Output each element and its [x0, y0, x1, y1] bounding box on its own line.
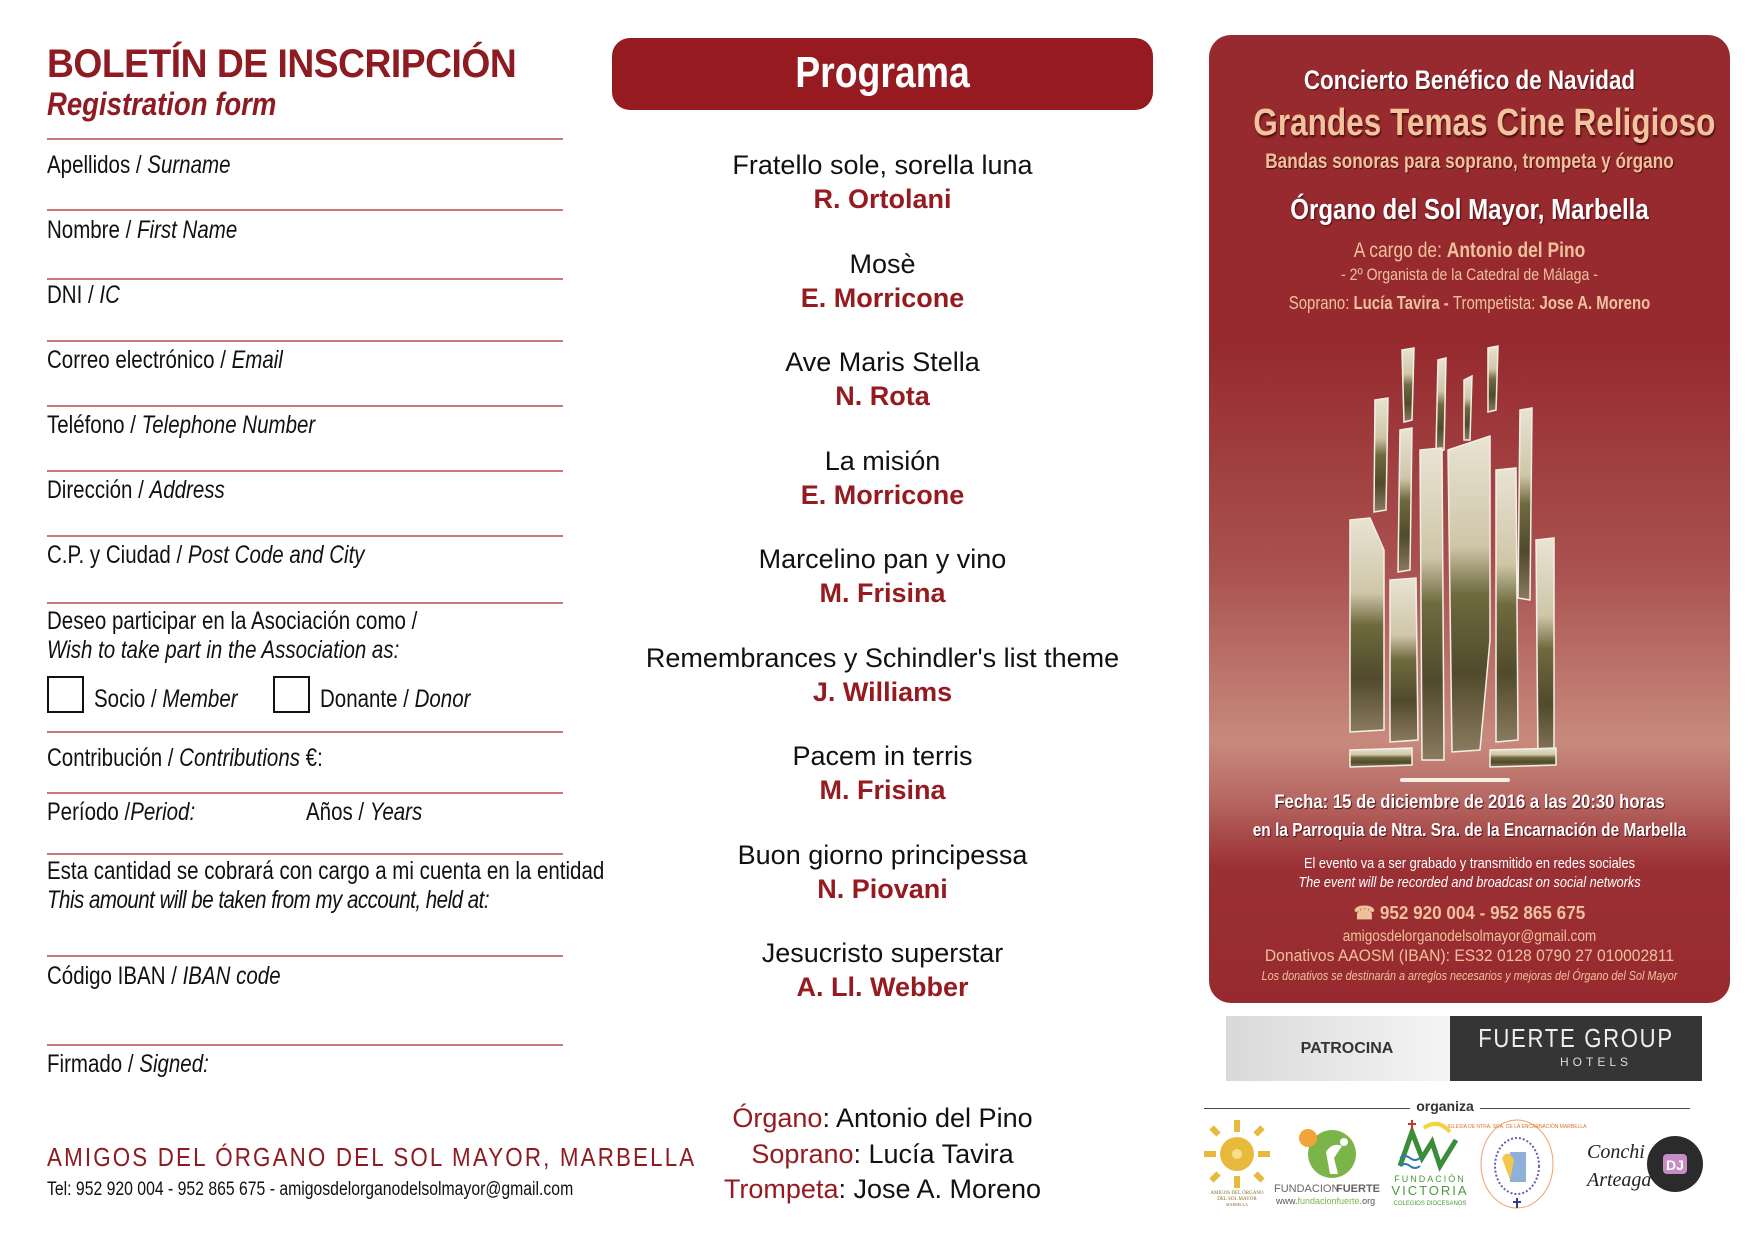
signed-label-es: Firmado /: [47, 1050, 140, 1078]
performer-name: : Lucía Tavira: [853, 1139, 1014, 1169]
soprano-name: Lucía Tavira: [1353, 293, 1440, 313]
separator: -: [1439, 293, 1453, 313]
program-item-title: Mosè: [849, 248, 916, 279]
logo-text: AMIGOS DEL ÓRGANO: [1210, 1191, 1264, 1196]
member-label-es: Socio /: [94, 685, 163, 713]
performer-trumpet: [612, 1172, 1153, 1207]
event-subtitle: Bandas sonoras para soprano, trompeta y órgano: [1265, 150, 1674, 173]
surname-label-en: Surname: [147, 151, 231, 179]
logo-text: www.: [1276, 1196, 1298, 1206]
association-name: AMIGOS DEL ÓRGANO DEL SOL MAYOR, MARBELLA: [47, 1142, 697, 1172]
performer-name: : Jose A. Moreno: [838, 1174, 1042, 1204]
years-label-en: Years: [369, 798, 423, 826]
divider: [47, 278, 563, 280]
program-title: Programa: [795, 48, 970, 97]
soprano-label: Soprano:: [1288, 293, 1354, 313]
phone-field[interactable]: [47, 411, 315, 440]
pipe-shape: [1536, 538, 1554, 760]
id-field[interactable]: [47, 281, 120, 310]
pipe-shape: [1464, 376, 1472, 440]
email-label-es: Correo electrónico /: [47, 346, 232, 374]
logo-text: FUNDACIÓN: [1394, 1174, 1466, 1184]
donor-checkbox[interactable]: [273, 676, 310, 713]
pipe-shape: [1496, 468, 1518, 742]
pipe-shape: [1436, 358, 1446, 452]
program-item-title: Buon giorno principessa: [737, 839, 1028, 870]
program-item-composer: N. Rota: [835, 381, 930, 411]
logo-text: VICTORIA: [1391, 1183, 1469, 1198]
program-item-title: Fratello sole, sorella luna: [732, 150, 1033, 180]
program-item-title: La misión: [824, 445, 941, 476]
performer-role: Soprano: [751, 1139, 854, 1169]
event-date: Fecha: 15 de diciembre de 2016 a las 20:30 horas: [1274, 792, 1665, 813]
logo-text: Arteaga: [1587, 1169, 1652, 1191]
phone-label-es: Teléfono /: [47, 411, 142, 439]
pipe-shape: [1374, 398, 1388, 512]
phone-icon: ☎: [1353, 903, 1376, 923]
period-label-es: Período /: [47, 798, 131, 826]
id-label-es: DNI /: [47, 281, 100, 309]
logo-text: MARBELLA: [1226, 1202, 1248, 1207]
organ-altar-image: [1340, 340, 1564, 790]
logo-text: .org: [1359, 1196, 1376, 1206]
program-item-composer: M. Frisina: [819, 775, 946, 805]
postcode-city-field[interactable]: [47, 541, 365, 570]
logo-fundacion-fuerte: [1272, 1118, 1382, 1210]
program-item-title: Marcelino pan y vino: [758, 544, 1007, 574]
divider: [47, 340, 563, 342]
pipe-shape: [1448, 436, 1490, 752]
period-label-en: Period:: [130, 798, 196, 826]
address-field[interactable]: [47, 476, 225, 505]
program-item-title: Jesucristo superstar: [761, 938, 1004, 968]
svg-text:www.fundacionfuerte.org: [1275, 1196, 1375, 1206]
program-item: [612, 345, 1153, 413]
divider: [47, 792, 563, 794]
euro-label: €:: [299, 744, 323, 772]
surname-label-es: Apellidos /: [47, 151, 148, 179]
postcode-label-en: Post Code and City: [187, 541, 365, 569]
pipe-shape: [1398, 428, 1412, 572]
program-item-composer: R. Ortolani: [813, 184, 952, 214]
first-name-label-es: Nombre /: [47, 216, 138, 244]
member-option-label: [94, 685, 238, 714]
program-item: [612, 444, 1153, 512]
program-item-composer: J. Williams: [812, 676, 953, 707]
pipe-shape: [1350, 748, 1412, 767]
program-item: [612, 838, 1153, 906]
program-item-title: Pacem in terris: [792, 741, 973, 771]
phone-label-en: Telephone Number: [141, 411, 316, 439]
event-director-role: - 2º Organista de la Catedral de Málaga -: [1341, 265, 1598, 284]
form-subtitle: Registration form: [47, 86, 277, 122]
logo-text: FUERTE: [1336, 1183, 1380, 1195]
event-poster-panel: [1209, 35, 1730, 1003]
event-venue: Órgano del Sol Mayor, Marbella: [1290, 194, 1649, 226]
performer-organ: [612, 1101, 1153, 1136]
sponsor-logo-subtitle: HOTELS: [1559, 1055, 1632, 1069]
years-label-es: Años /: [306, 798, 370, 826]
divider: [1480, 1108, 1690, 1109]
phone-numbers: 952 920 004 - 952 865 675: [1375, 903, 1586, 923]
event-title: Grandes Temas Cine Religioso: [1253, 102, 1716, 144]
event-place: en la Parroquia de Ntra. Sra. de la Encarnación de Marbella: [1252, 820, 1687, 840]
donor-option-label: [320, 685, 470, 714]
logo-text: DEL SOL MAYOR: [1217, 1197, 1257, 1202]
form-title: BOLETÍN DE INSCRIPCIÓN: [47, 42, 517, 86]
logo-text: DJ: [1666, 1157, 1684, 1173]
divider: [47, 138, 563, 140]
program-item-composer: M. Frisina: [819, 578, 946, 608]
divider: [47, 602, 563, 604]
years-field[interactable]: [306, 798, 422, 827]
event-donations-note: Los donativos se destinarán a arreglos necesarios y mejoras del Órgano del Sol Mayor: [1261, 968, 1678, 983]
pipe-shape: [1350, 518, 1384, 732]
divider: [47, 470, 563, 472]
organizers-label: organiza: [1416, 1098, 1474, 1114]
sponsor-logo-name: FUERTE GROUP: [1478, 1023, 1674, 1053]
contribution-field[interactable]: [47, 744, 323, 773]
logo-text: fundacionfuerte: [1297, 1196, 1360, 1206]
broadcast-notice-en: The event will be recorded and broadcast on social networks: [1298, 874, 1641, 891]
performer-role: Trompeta: [723, 1174, 839, 1204]
pipe-shape: [1420, 448, 1444, 760]
participation-label-en: Wish to take part in the Association as:: [47, 636, 400, 664]
postcode-label-es: C.P. y Ciudad /: [47, 541, 188, 569]
divider: [47, 535, 563, 537]
email-field[interactable]: [47, 346, 283, 375]
event-phone: [1222, 903, 1717, 924]
event-director: [1253, 239, 1685, 263]
pipe-shape: [1488, 346, 1498, 412]
program-item-composer: N. Piovani: [817, 873, 948, 904]
surname-field[interactable]: [47, 151, 230, 180]
divider: [47, 1044, 563, 1046]
pipe-shape: [1402, 348, 1414, 422]
event-email[interactable]: amigosdelorganodelsolmayor@gmail.com: [1342, 928, 1597, 945]
program-item: [612, 148, 1153, 216]
account-label-es: Esta cantidad se cobrará con cargo a mi cuenta en la entidad: [47, 857, 605, 885]
logo-text: IGLESIA DE NTRA. SRA. DE LA ENCARNACIÓN MARBELLA: [1447, 1124, 1587, 1130]
program-item: [612, 739, 1153, 807]
pipe-shape: [1490, 748, 1556, 767]
pipe-shape: [1390, 578, 1418, 742]
logo-text: FUNDACION: [1274, 1183, 1340, 1195]
member-checkbox[interactable]: [47, 676, 84, 713]
divider: [47, 209, 563, 211]
email-label-en: Email: [231, 346, 283, 374]
pipe-shape: [1518, 408, 1532, 600]
divider: [47, 853, 563, 855]
divider: [47, 405, 563, 407]
program-item-composer: A. Ll. Webber: [796, 972, 969, 1002]
trumpet-name: Jose A. Moreno: [1539, 293, 1651, 313]
performer-role: Órgano: [732, 1103, 823, 1133]
address-label-es: Dirección /: [47, 476, 150, 504]
logo-text: Conchi: [1587, 1141, 1645, 1163]
logo-iglesia-encarnacion: [1447, 1118, 1587, 1210]
organ-caption-mark: [1400, 778, 1510, 782]
id-label-en: IC: [99, 281, 120, 309]
signed-label-en: Signed:: [139, 1050, 209, 1078]
association-contact: Tel: 952 920 004 - 952 865 675 - amigosdelorganodelsolmayor@gmail.com: [47, 1179, 574, 1200]
performer-name: : Antonio del Pino: [822, 1103, 1033, 1133]
program-item: [612, 641, 1153, 709]
account-label-en: This amount will be taken from my account, held at:: [47, 886, 490, 914]
donor-label-es: Donante /: [320, 685, 415, 713]
logo-conchi-arteaga-dj: [1585, 1118, 1705, 1210]
director-name: Antonio del Pino: [1446, 239, 1586, 262]
contribution-label-es: Contribución /: [47, 744, 180, 772]
donor-label-en: Donor: [414, 685, 471, 713]
member-label-en: Member: [162, 685, 238, 713]
sun-arc-icon: [1424, 1124, 1450, 1132]
contribution-label-en: Contributions: [179, 744, 300, 772]
event-performers: [1253, 293, 1685, 314]
period-field[interactable]: [47, 798, 195, 827]
program-item: [612, 542, 1153, 610]
sponsor-label: PATROCINA: [1300, 1040, 1394, 1057]
program-item: [612, 247, 1153, 315]
program-item-composer: E. Morricone: [800, 282, 965, 313]
event-donations-iban: Donativos AAOSM (IBAN): ES32 0128 0790 27 010002811: [1264, 946, 1675, 965]
director-label: A cargo de:: [1353, 239, 1447, 262]
program-item-composer: E. Morricone: [800, 479, 965, 510]
cross-icon: [1408, 1120, 1416, 1130]
event-kicker: Concierto Benéfico de Navidad: [1303, 65, 1636, 95]
iban-label-es: Código IBAN /: [47, 962, 183, 990]
first-name-label-en: First Name: [137, 216, 238, 244]
address-label-en: Address: [149, 476, 225, 504]
divider: [47, 731, 563, 733]
performer-soprano: [612, 1137, 1153, 1172]
broadcast-notice-es: El evento va a ser grabado y transmitido en redes sociales: [1304, 855, 1635, 872]
program-item: [612, 936, 1153, 1004]
trumpet-label: Trompetista:: [1452, 293, 1540, 313]
divider: [1204, 1108, 1410, 1109]
iban-field[interactable]: [47, 962, 281, 991]
signature-field[interactable]: [47, 1050, 209, 1079]
program-item-title: Remembrances y Schindler's list theme: [645, 642, 1120, 673]
program-item-title: Ave Maris Stella: [785, 347, 980, 377]
logo-text: COLEGIOS DIOCESANOS: [1393, 1201, 1467, 1207]
iban-label-en: IBAN code: [182, 962, 281, 990]
first-name-field[interactable]: [47, 216, 237, 245]
divider: [47, 955, 563, 957]
participation-label-es: Deseo participar en la Asociación como /: [47, 607, 418, 635]
logo-amigos-organo: [1204, 1118, 1270, 1210]
